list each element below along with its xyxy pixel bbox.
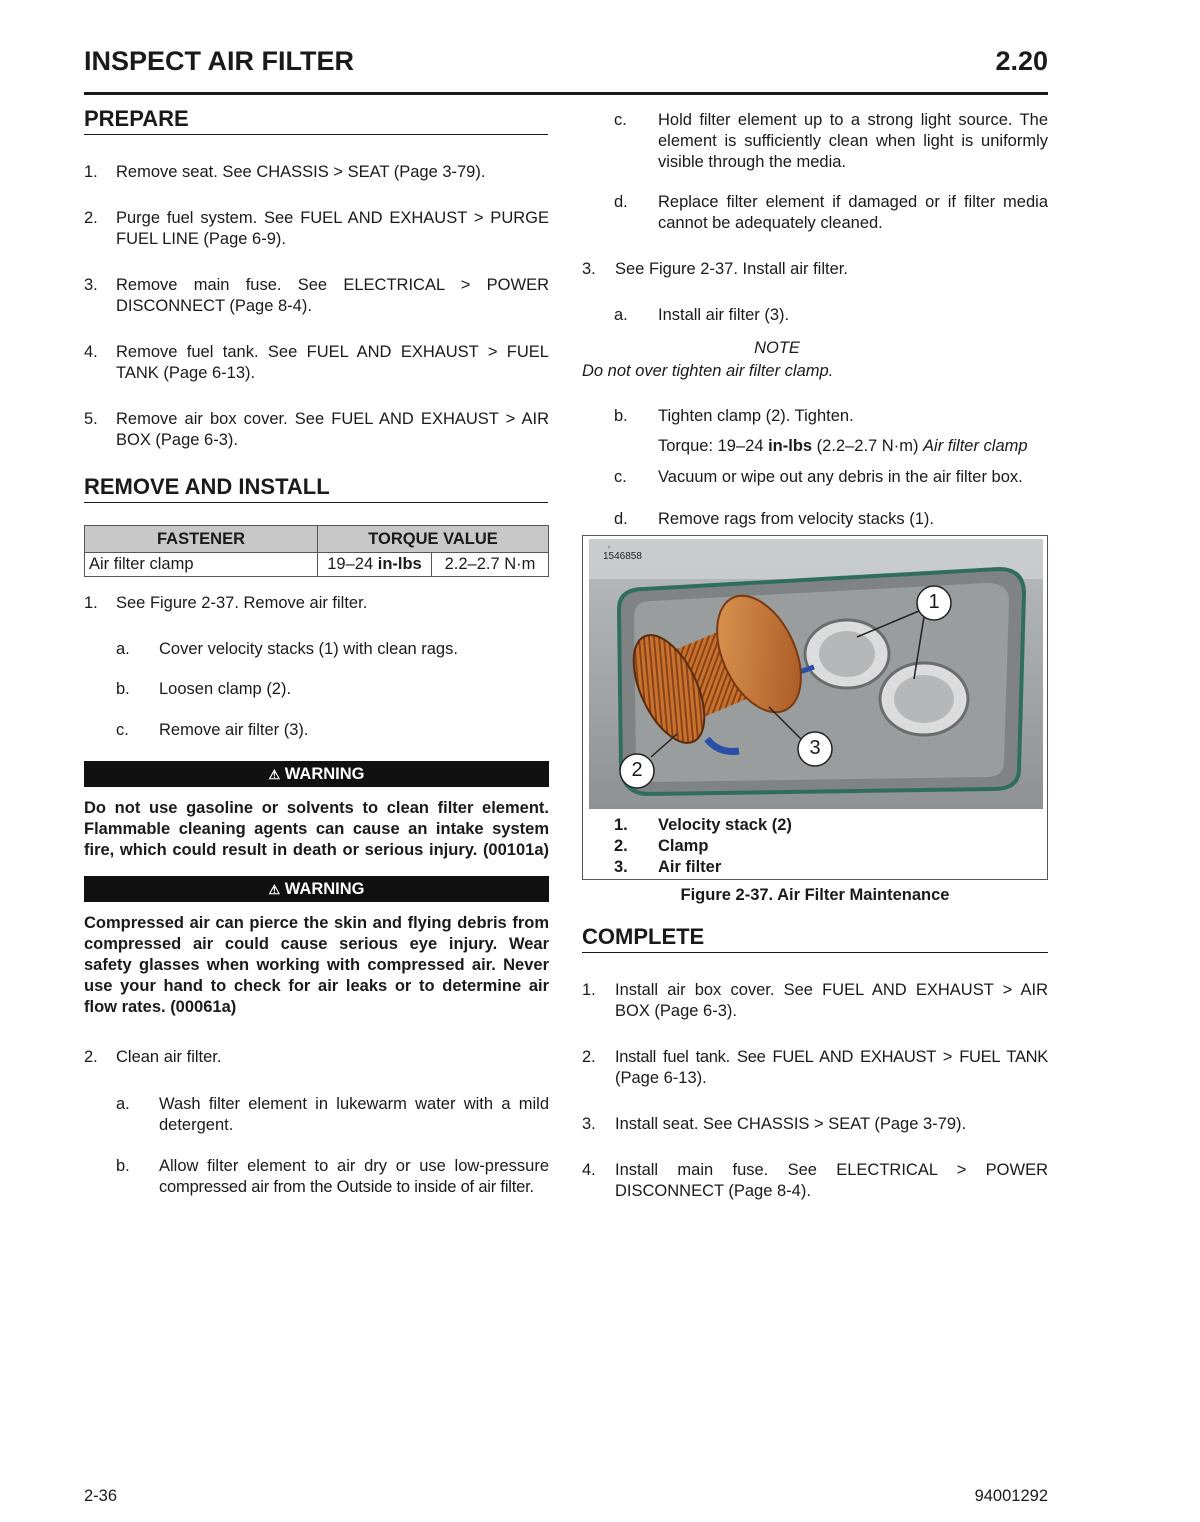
complete-step-4 bbox=[582, 1160, 1048, 1204]
step-text: (Page 6-13). bbox=[615, 1069, 707, 1087]
legend-label: Clamp bbox=[658, 837, 709, 855]
fastener-cell: Air filter clamp bbox=[85, 553, 318, 577]
warning-label: WARNING bbox=[284, 765, 365, 783]
table-header-torque: TORQUE VALUE bbox=[318, 526, 549, 553]
substep-letter: a. bbox=[116, 1095, 130, 1113]
substep-text: element is sufficiently clean when light is uniformly bbox=[658, 132, 1048, 150]
torque-name: Air filter clamp bbox=[923, 437, 1028, 455]
figure-caption: Figure 2-37. Air Filter Maintenance bbox=[680, 886, 950, 904]
step-text: Remove main fuse. See ELECTRICAL > POWER bbox=[116, 276, 549, 294]
substep-text: compressed air from the Outside to inside of air filter. bbox=[159, 1178, 534, 1196]
figure-callouts bbox=[589, 539, 1043, 809]
substep-letter: d. bbox=[614, 193, 628, 211]
warning-text bbox=[84, 798, 549, 861]
substep-text: cannot be adequately cleaned. bbox=[658, 214, 883, 232]
step-number: 3. bbox=[582, 1115, 596, 1133]
leader-line bbox=[857, 611, 919, 637]
warning-icon: ⚠ bbox=[268, 882, 281, 897]
step-number: 2. bbox=[84, 209, 98, 227]
complete-heading: COMPLETE bbox=[582, 924, 1048, 953]
imperial-cell bbox=[318, 553, 432, 577]
step-text: DISCONNECT (Page 8-4). bbox=[116, 297, 312, 315]
substep-text: Tighten clamp (2). Tighten. bbox=[658, 407, 854, 425]
step-number: 1. bbox=[84, 594, 98, 612]
section-number: 2.20 bbox=[995, 46, 1048, 76]
step-text: Remove fuel tank. See FUEL AND EXHAUST > FUEL bbox=[116, 343, 549, 361]
warning-line: Compressed air can pierce the skin and flying debris from bbox=[84, 914, 549, 932]
warning-text bbox=[84, 913, 549, 1018]
legend-item bbox=[614, 837, 709, 856]
substep-text: Replace filter element if damaged or if filter media bbox=[658, 193, 1048, 211]
step-number: 5. bbox=[84, 410, 98, 428]
callout-2-label: 2 bbox=[631, 759, 643, 781]
metric-cell: 2.2–2.7 N·m bbox=[432, 553, 549, 577]
imperial-unit: in-lbs bbox=[377, 555, 422, 573]
substep-letter: d. bbox=[614, 510, 628, 528]
legend-num: 3. bbox=[614, 858, 628, 876]
substep-letter: c. bbox=[614, 111, 627, 129]
substep-text: Remove air filter (3). bbox=[159, 721, 309, 739]
step-text: FUEL LINE (Page 6-9). bbox=[116, 230, 286, 248]
prepare-step-4 bbox=[84, 342, 549, 386]
clean-substep-c bbox=[614, 110, 1048, 174]
step-number: 1. bbox=[84, 163, 98, 181]
substep-text: Allow filter element to air dry or use low-pressure bbox=[159, 1157, 549, 1175]
substep-text: visible through the media. bbox=[658, 153, 847, 171]
step-number: 3. bbox=[582, 260, 596, 278]
substep-text: Loosen clamp (2). bbox=[159, 680, 292, 698]
step-text: Remove air box cover. See FUEL AND EXHAUST > AIR bbox=[116, 410, 549, 428]
substep-letter: b. bbox=[116, 680, 130, 698]
table-row bbox=[85, 553, 549, 577]
prepare-step-5 bbox=[84, 409, 549, 453]
torque-unit: in-lbs bbox=[768, 437, 813, 455]
callout-3-label: 3 bbox=[809, 737, 821, 759]
callout-1-label: 1 bbox=[928, 591, 940, 613]
torque-metric: (2.2–2.7 N·m) bbox=[812, 437, 924, 455]
figure-image-id: 1546858 bbox=[603, 551, 642, 562]
step-text: Remove seat. See CHASSIS > SEAT (Page 3-79). bbox=[116, 163, 486, 181]
substep-text: Install air filter (3). bbox=[658, 306, 790, 324]
clean-substep-d bbox=[614, 192, 1048, 236]
step-text: Install air box cover. See FUEL AND EXHAUST > AIR bbox=[615, 981, 1048, 999]
step-text: BOX (Page 6-3). bbox=[615, 1002, 737, 1020]
warning-line: safety glasses when working with compressed air. Never bbox=[84, 956, 549, 974]
torque-table bbox=[84, 525, 549, 577]
substep-letter: a. bbox=[614, 306, 628, 324]
prepare-step-2 bbox=[84, 208, 549, 252]
complete-step-2 bbox=[582, 1047, 1048, 1091]
warning-label: WARNING bbox=[284, 880, 365, 898]
substep-letter: b. bbox=[614, 407, 628, 425]
warning-line: fire, which could result in death or serious injury. (00101a) bbox=[84, 841, 549, 859]
warning-line: Do not use gasoline or solvents to clean filter element. bbox=[84, 799, 549, 817]
warning-line: compressed air could cause serious eye injury. Wear bbox=[84, 935, 549, 953]
substep-text: Wash filter element in lukewarm water with a mild bbox=[159, 1095, 549, 1113]
torque-prefix: Torque: 19–24 bbox=[658, 437, 769, 455]
warning-line: Flammable cleaning agents can cause an intake system bbox=[84, 820, 549, 838]
clean-substep-b bbox=[116, 1156, 549, 1200]
substep-letter: b. bbox=[116, 1157, 130, 1175]
clean-substep-a bbox=[116, 1094, 549, 1138]
legend-num: 1. bbox=[614, 816, 628, 834]
substep-text: Vacuum or wipe out any debris in the air filter box. bbox=[658, 468, 1023, 486]
step-text: TANK (Page 6-13). bbox=[116, 364, 256, 382]
step-number: 2. bbox=[84, 1048, 98, 1066]
warning-banner bbox=[84, 761, 549, 787]
legend-label: Velocity stack (2) bbox=[658, 816, 792, 834]
step-text: Purge fuel system. See FUEL AND EXHAUST > PURGE bbox=[116, 209, 549, 227]
substep-text: Cover velocity stacks (1) with clean rags. bbox=[159, 640, 458, 658]
note-text: Do not over tighten air filter clamp. bbox=[582, 362, 834, 380]
prepare-step-3 bbox=[84, 275, 549, 319]
step-text: DISCONNECT (Page 8-4). bbox=[615, 1182, 811, 1200]
warning-icon: ⚠ bbox=[268, 767, 281, 782]
step-text: Clean air filter. bbox=[116, 1048, 222, 1066]
remove-install-heading: REMOVE AND INSTALL bbox=[84, 474, 548, 503]
page-number: 2-36 bbox=[84, 1487, 118, 1505]
substep-letter: c. bbox=[116, 721, 129, 739]
substep-letter: c. bbox=[614, 468, 627, 486]
step-text: BOX (Page 6-3). bbox=[116, 431, 238, 449]
step-text: Install main fuse. See ELECTRICAL > POWER bbox=[615, 1161, 1048, 1179]
warning-banner bbox=[84, 876, 549, 902]
leader-line bbox=[914, 617, 924, 679]
header-divider bbox=[84, 92, 1048, 95]
step-number: 2. bbox=[582, 1048, 596, 1066]
substep-letter: a. bbox=[116, 640, 130, 658]
legend-num: 2. bbox=[614, 837, 628, 855]
step-number: 4. bbox=[582, 1161, 596, 1179]
leader-line bbox=[769, 707, 801, 739]
torque-spec bbox=[658, 436, 1028, 457]
step-number: 1. bbox=[582, 981, 596, 999]
table-header-fastener: FASTENER bbox=[85, 526, 318, 553]
page-title: INSPECT AIR FILTER bbox=[84, 46, 354, 76]
leader-line bbox=[651, 734, 677, 757]
warning-line: flow rates. (00061a) bbox=[84, 998, 237, 1016]
step-number: 4. bbox=[84, 343, 98, 361]
step-text: Install fuel tank. See FUEL AND EXHAUST > FUEL TANK bbox=[615, 1048, 1048, 1066]
legend-label: Air filter bbox=[658, 858, 722, 876]
document-number: 94001292 bbox=[974, 1487, 1048, 1505]
step-number: 3. bbox=[84, 276, 98, 294]
legend-item bbox=[614, 858, 722, 877]
warning-line: use your hand to check for air leaks or to determine air bbox=[84, 977, 549, 995]
step-text: Install seat. See CHASSIS > SEAT (Page 3-79). bbox=[615, 1115, 967, 1133]
step-text: See Figure 2-37. Install air filter. bbox=[615, 260, 848, 278]
substep-text: Hold filter element up to a strong light source. The bbox=[658, 111, 1048, 129]
prepare-heading: PREPARE bbox=[84, 106, 548, 135]
step-text: See Figure 2-37. Remove air filter. bbox=[116, 594, 368, 612]
imperial-value: 19–24 bbox=[327, 555, 374, 573]
note-label: NOTE bbox=[754, 339, 800, 357]
substep-text: Remove rags from velocity stacks (1). bbox=[658, 510, 934, 528]
legend-item bbox=[614, 816, 792, 835]
substep-text: detergent. bbox=[159, 1116, 234, 1134]
complete-step-1 bbox=[582, 980, 1048, 1024]
